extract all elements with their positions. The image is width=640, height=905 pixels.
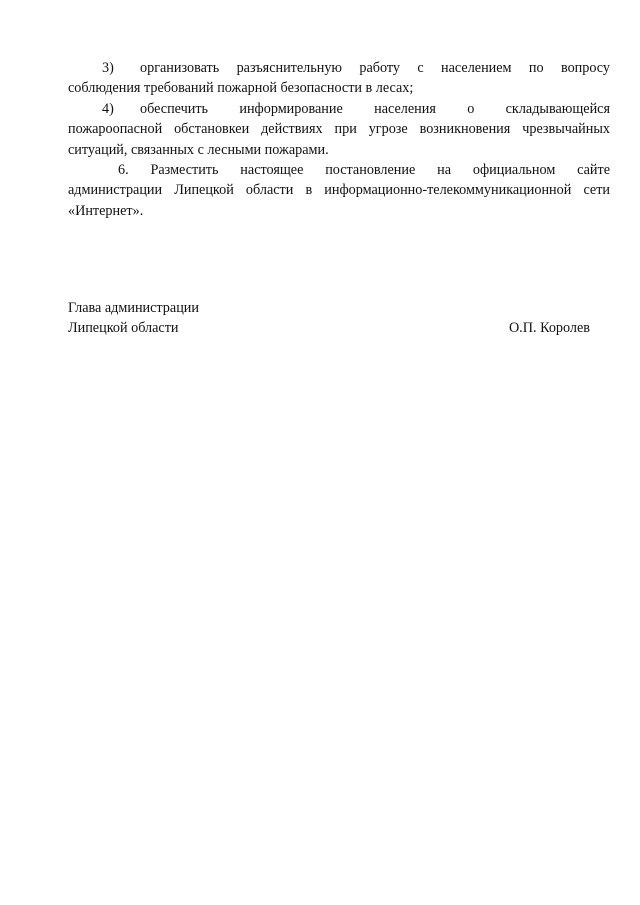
signatory-position-line-2: Липецкой области xyxy=(68,320,179,337)
list-item-4-number: 4) xyxy=(102,100,114,117)
list-item-4-continuation: ситуаций, связанных с лесными пожарами. xyxy=(68,141,329,158)
paragraph-6-line-1: 6. Разместить настоящее постановление на официальном сайте xyxy=(118,162,610,179)
signatory-name: О.П. Королев xyxy=(508,320,590,337)
list-item-4-line-2: пожароопасной обстановкеи действиях при угрозе возникновения чрезвычайных xyxy=(68,121,610,138)
paragraph-6 xyxy=(68,160,610,221)
signature-block xyxy=(68,298,590,339)
paragraph-6-continuation: «Интернет». xyxy=(68,202,144,219)
list-item-3 xyxy=(68,58,610,99)
document-body xyxy=(68,58,610,221)
list-item-4-text: обеспечить информирование населения о складывающейся xyxy=(140,100,610,117)
signatory-position-line-1: Глава администрации xyxy=(68,300,199,316)
paragraph-6-line-2: администрации Липецкой области в информационно-телекоммуникационной сети xyxy=(68,182,610,199)
list-item-3-text: организовать разъяснительную работу с населением по вопросу xyxy=(140,60,610,76)
list-item-3-continuation: соблюдения требований пожарной безопасности в лесах; xyxy=(68,80,414,97)
signature-row xyxy=(68,318,590,338)
list-item-3-first-line xyxy=(68,58,610,78)
list-item-3-number: 3) xyxy=(102,60,114,76)
list-item-4 xyxy=(68,99,610,160)
list-item-4-first-line xyxy=(68,99,610,119)
